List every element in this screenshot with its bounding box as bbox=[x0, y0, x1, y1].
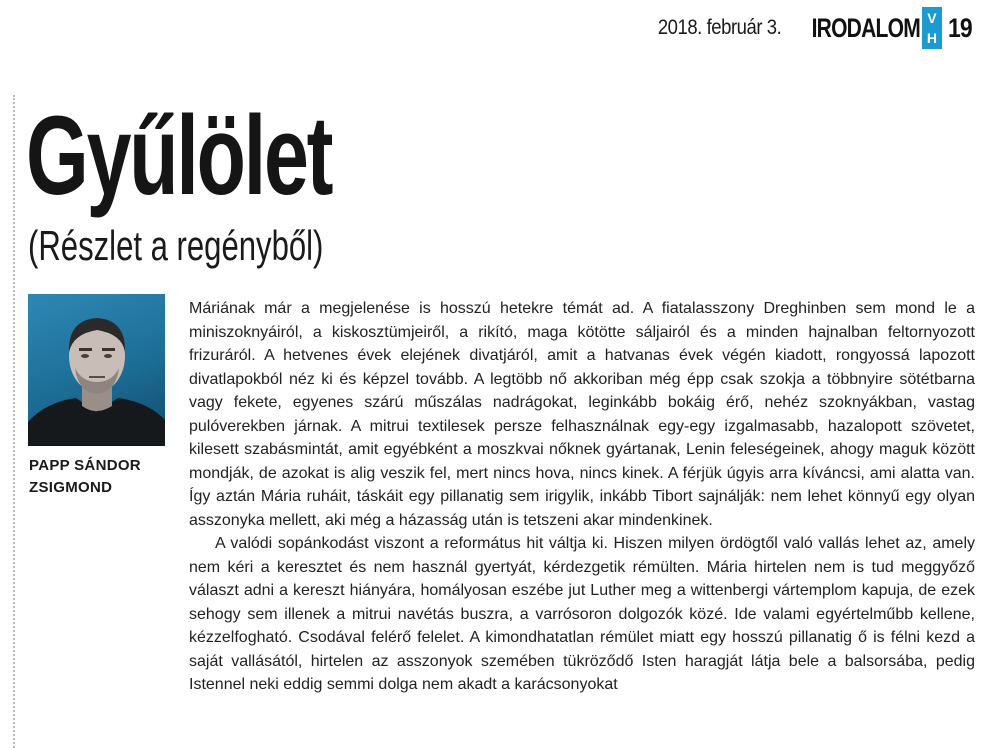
article-title: Gyűlölet bbox=[26, 93, 332, 218]
column-rule bbox=[13, 95, 15, 748]
author-name bbox=[29, 455, 169, 499]
paragraph: A valódi sopánkodást viszont a református hit váltja ki. Hiszen milyen ördögtől való vallás lehet az, amely nem kéri a keresztet és nem használ gyertyát, kérdezgetik rémülten. Mária hirtelen nem is tud meggyőző választ adni a kereszt hiányára, homályosan eszébe jut Luther meg a wittenbergi vártemplom kapuja, de ezek sehogy sem illenek a mitrui navétás buszra, a varrósoron dolgozók közé. Ide valami egyértelműbb kellene, kézzelfogható. Csodával felérő felelet. A kimondhatatlan rémület miatt egy hosszú pillanatig ő is félni kezd a saját vallásától, hirtelen az asszonyok szemében tükröződő Isten haragját látja bele a balsorsába, pedig Istennel neki eddig semmi dolga nem akadt a karácsonyokat bbox=[189, 535, 975, 693]
article-body bbox=[189, 297, 975, 697]
section-name: IRODALOM bbox=[811, 12, 920, 43]
article-subtitle: (Részlet a regényből) bbox=[28, 222, 324, 269]
issue-date: 2018. február 3. bbox=[657, 16, 781, 39]
author-name-line: PAPP SÁNDOR bbox=[29, 457, 141, 474]
paragraph: Máriának már a megjelenése is hosszú hetekre témát ad. A fiatalasszony Dreghinben sem mond le a miniszoknyáiról, a kiskosztümjeiről, a rikító, maga kötötte sáljairól és a minden hajnalban feltornyozott frizuráról. A hetvenes évek elejének divatjáról, amit a hatvanas évek végén kiadott, rongyossá lapozott divatlapokból néz ki és képzel tovább. A legtöbb nő akkoriban még épp csak szokja a többnyire sötétbarna vagy fekete, egyenes szárú műszálas nadrágokat, leginkább bokáig érő, nehéz szoknyákban, vastag pulóverekben járnak. A mitrui textilesek persze felhasználnak egy-egy izgalmasabb, hazalopott szövetet, kilesett szabásmintát, amit egyébként a moszkvai nőknek gyártanak, Lenin feleségeinek, ahogy maguk között mondják, de azokat is alig veszik fel, mert nincs hova, nincs kinek. A férjük úgyis arra kíváncsi, ami alatta van. Így aztán Mária ruháit, táskáit egy pillanatig sem irigylik, inkább Tibort sajnálják: nem lehet könnyű egy olyan asszonyka mellett, aki még a házasság után is tetszeni akar mindenkinek. bbox=[189, 300, 975, 529]
logo-letter-v: V bbox=[927, 10, 937, 26]
page-header bbox=[641, 8, 976, 48]
page-number: 19 bbox=[947, 12, 972, 43]
author-photo bbox=[28, 294, 165, 446]
vh-logo-icon bbox=[922, 7, 942, 49]
logo-letter-h: H bbox=[926, 30, 938, 46]
author-portrait-icon bbox=[28, 294, 165, 446]
author-name-line: ZSIGMOND bbox=[29, 479, 113, 496]
